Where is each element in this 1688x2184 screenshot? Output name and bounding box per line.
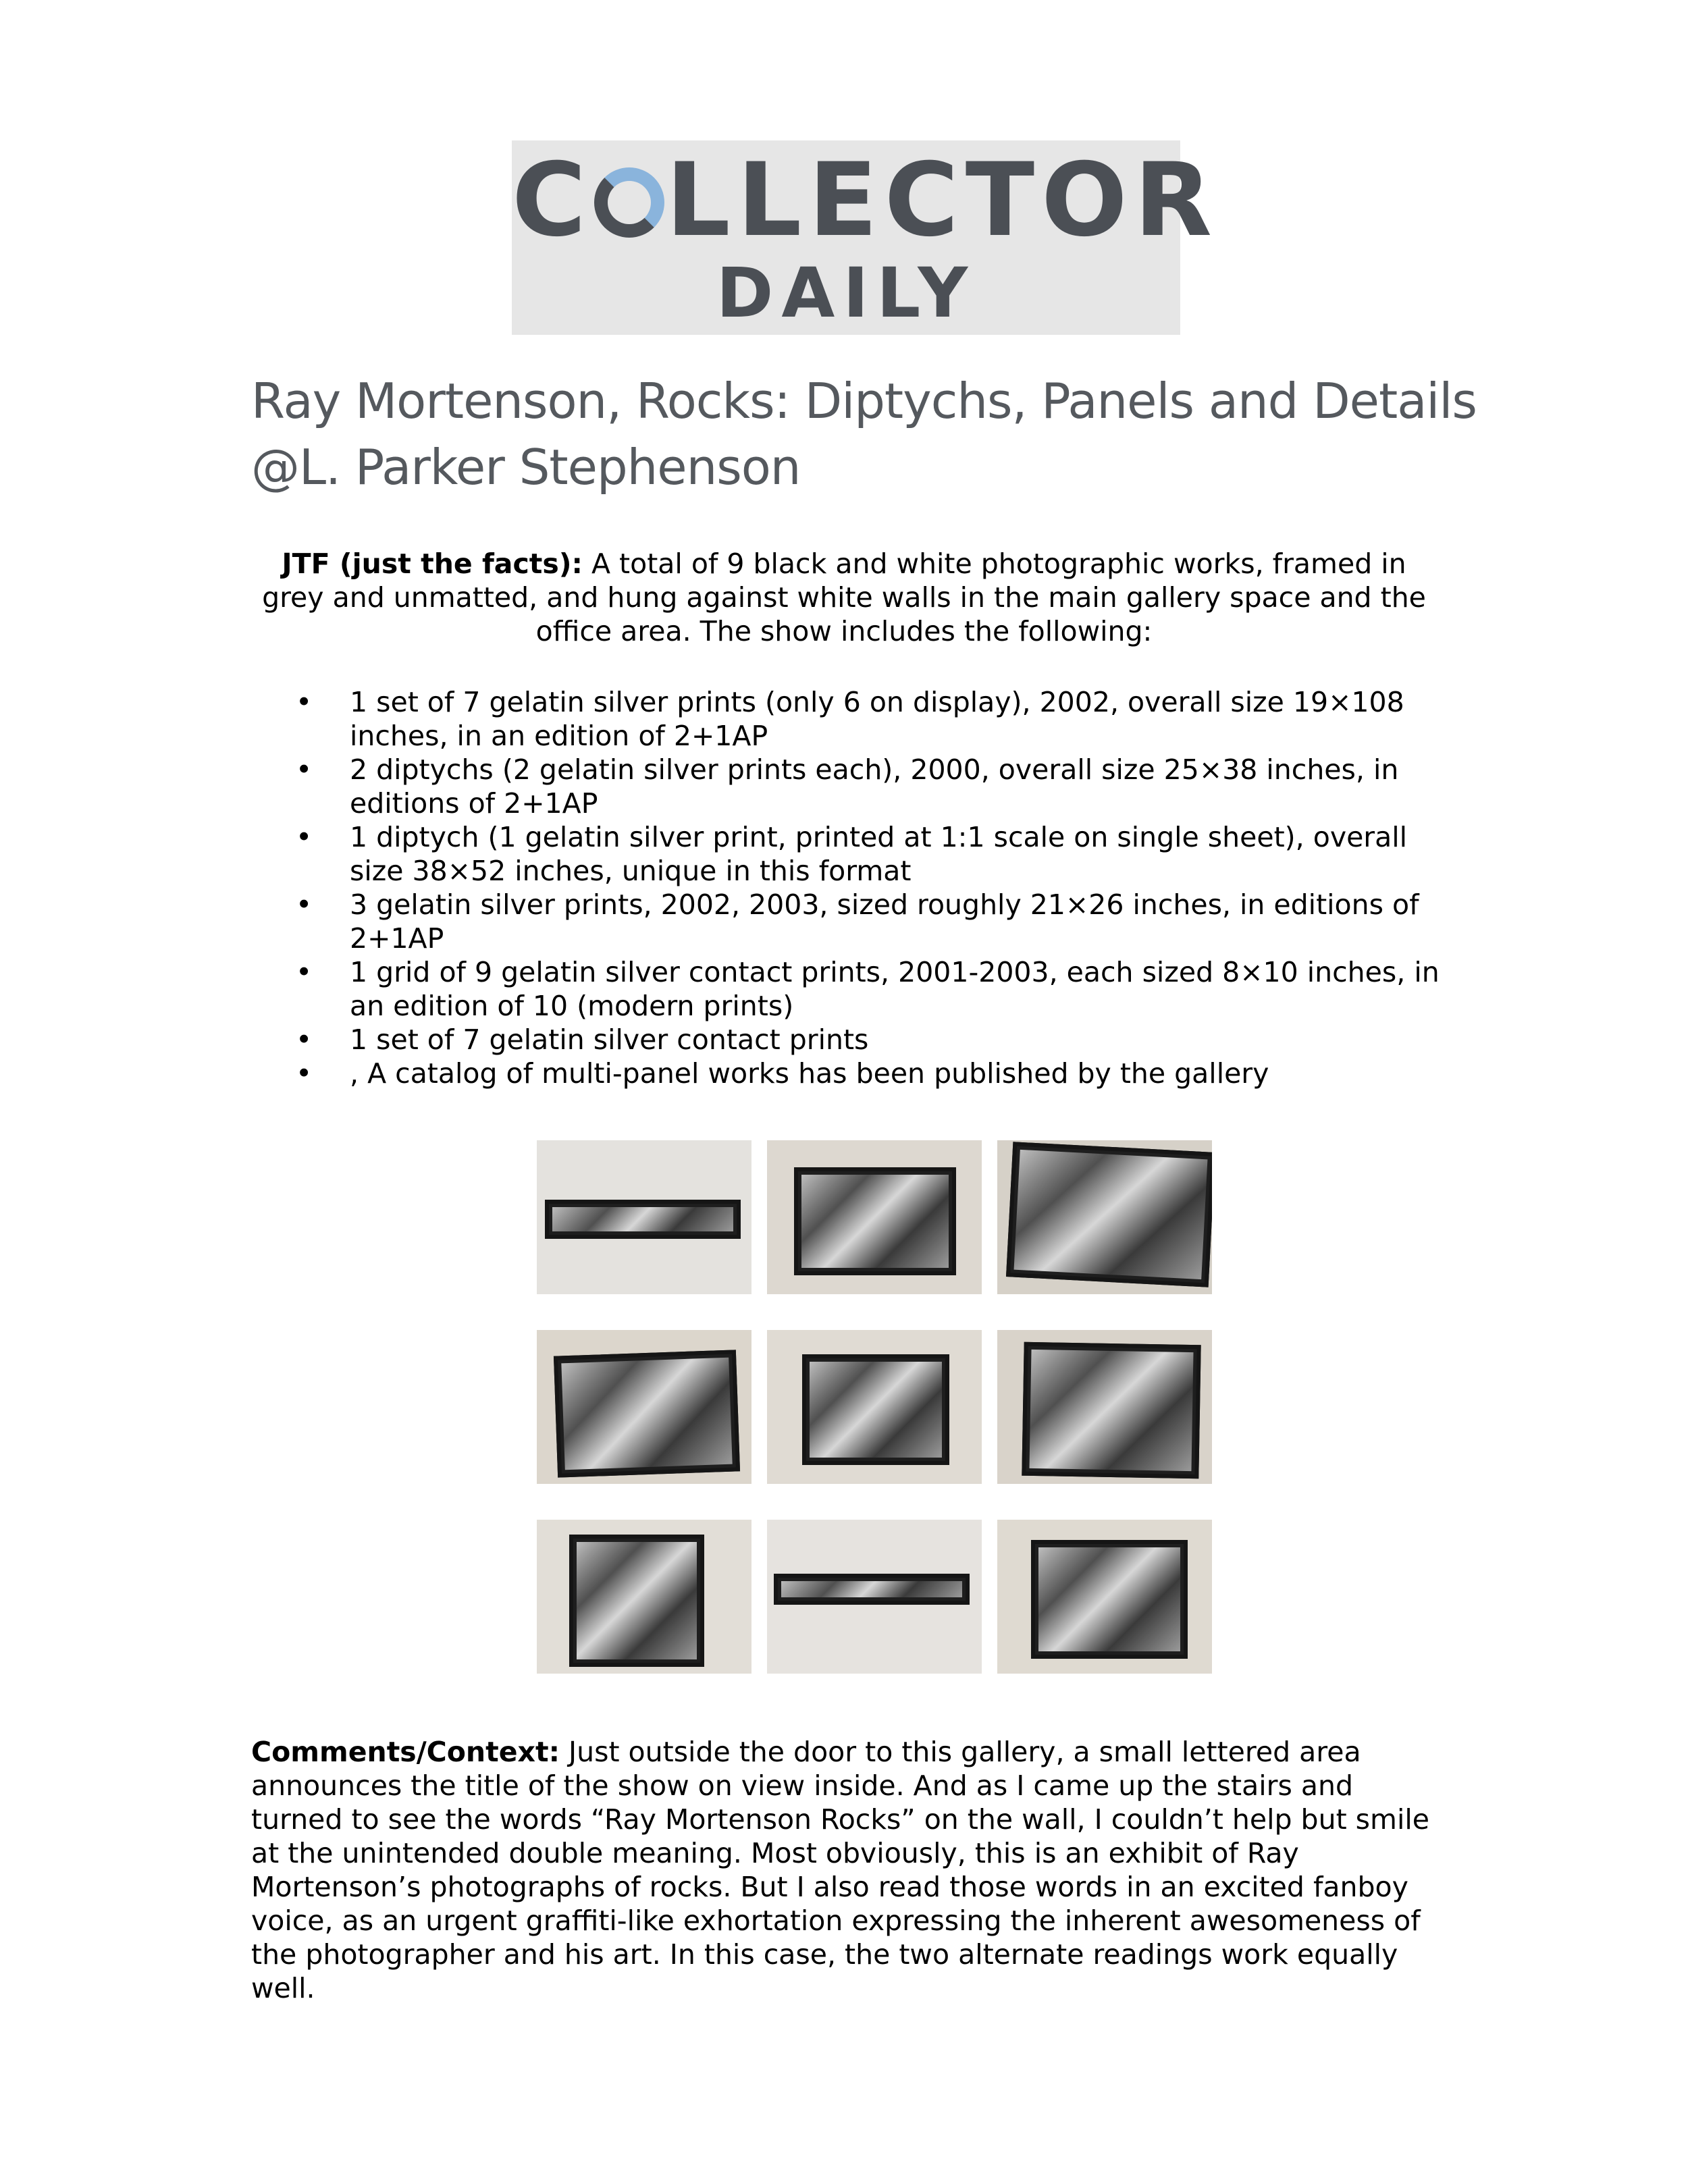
installation-photo-1 <box>537 1140 751 1294</box>
list-item: • 1 grid of 9 gelatin silver contact prints, 2001-2003, each sized 8×10 inches, in an edition of 10 (modern prints) <box>296 956 1440 1022</box>
comments-text: Just outside the door to this gallery, a small lettered area announces the title of the show on view inside. And as I came up the stairs and turned to see the words “Ray Mortenson Rocks” on the wall, I couldn’t help but smile at the unintended double meaning. Most obviously, this is an exhibit of Ray Mortenson’s photographs of rocks. But I also read those words in an excited fanboy voice, as an urgent graffiti-like exhortation expressing the inherent awesomeness of the photographer and his art. In this case, the two alternate readings work equally well. <box>251 1736 1429 2004</box>
bullet-icon: • <box>296 821 313 853</box>
installation-photo-4 <box>537 1330 751 1484</box>
comments-label: Comments/Context: <box>251 1736 560 1768</box>
logo-wordmark-top: C LLECTOR <box>512 142 1219 259</box>
installation-photo-7 <box>537 1520 751 1674</box>
installation-photo-8 <box>767 1520 982 1674</box>
installation-photo-2 <box>767 1140 982 1294</box>
article-title-line-1: Ray Mortenson, Rocks: Diptychs, Panels and Details <box>251 373 1477 429</box>
bullet-icon: • <box>296 753 313 786</box>
bullet-icon: • <box>296 1023 313 1056</box>
list-item: • 1 diptych (1 gelatin silver print, printed at 1:1 scale on single sheet), overall size 38×52 inches, unique in this format <box>296 821 1408 887</box>
list-item: • , A catalog of multi-panel works has been published by the gallery <box>296 1057 1269 1090</box>
logo-ring-icon <box>594 167 664 238</box>
list-item: • 3 gelatin silver prints, 2002, 2003, sized roughly 21×26 inches, in editions of 2+1AP <box>296 888 1419 955</box>
collector-daily-logo <box>512 140 1219 335</box>
article-title-line-2: @L. Parker Stephenson <box>251 439 801 496</box>
list-item: • 1 set of 7 gelatin silver prints (only 6 on display), 2002, overall size 19×108 inches, in an edition of 2+1AP <box>296 686 1404 752</box>
list-item: • 1 set of 7 gelatin silver contact prints <box>296 1023 869 1056</box>
bullet-icon: • <box>296 956 313 988</box>
jtf-text: A total of 9 black and white photographic works, framed in grey and unmatted, and hung against white walls in the main gallery space and the office area. The show includes the following: <box>262 548 1426 647</box>
jtf-label: JTF (just the facts): <box>282 548 583 580</box>
list-item: • 2 diptychs (2 gelatin silver prints each), 2000, overall size 25×38 inches, in editions of 2+1AP <box>296 753 1399 820</box>
installation-photo-5 <box>767 1330 982 1484</box>
bullet-icon: • <box>296 686 313 718</box>
logo-wordmark-bottom: DAILY <box>716 253 976 334</box>
facts-list <box>290 685 1452 1090</box>
installation-photo-3 <box>997 1140 1212 1294</box>
jtf-paragraph <box>257 547 1431 648</box>
installation-photo-6 <box>997 1330 1212 1484</box>
article-title <box>251 368 1507 500</box>
bullet-icon: • <box>296 1057 313 1090</box>
installation-photo-9 <box>997 1520 1212 1674</box>
comments-paragraph <box>251 1735 1446 2005</box>
bullet-icon: • <box>296 888 313 921</box>
